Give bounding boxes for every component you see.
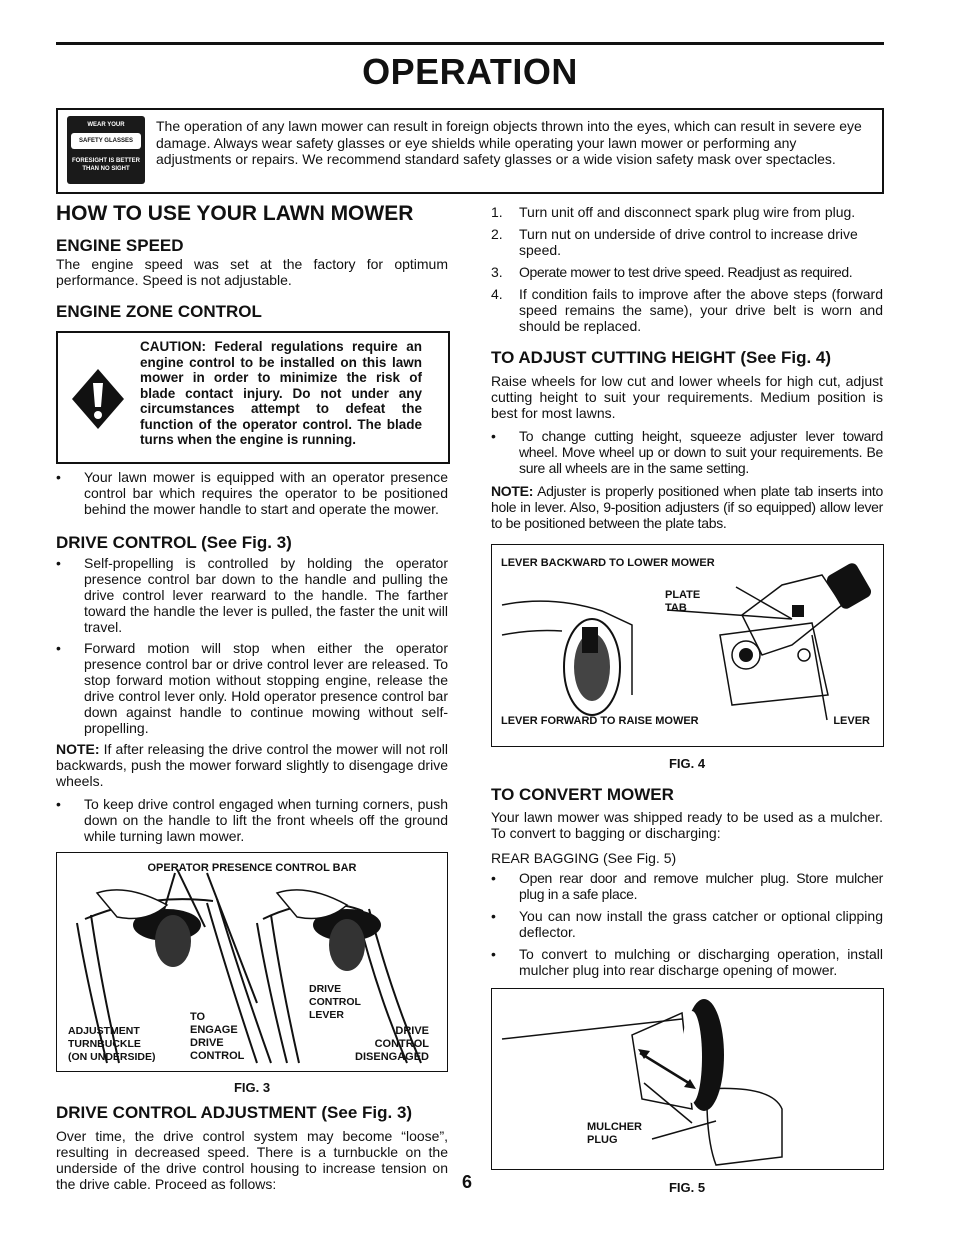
label-line: CONTROL (374, 1038, 429, 1050)
bullet-text: Open rear door and remove mulcher plug. Store mulcher plug in a safe place. (519, 870, 883, 902)
fig4-bottom-label: LEVER FORWARD TO RAISE MOWER (501, 715, 699, 727)
fig4-top-label: LEVER BACKWARD TO LOWER MOWER (501, 557, 715, 569)
mulcher-plug-label (587, 1121, 642, 1147)
page-number: 6 (462, 1172, 473, 1192)
label-line: CONTROL (190, 1050, 245, 1062)
figure-5 (491, 988, 884, 1170)
figure-4 (491, 544, 884, 747)
section-title: HOW TO USE YOUR LAWN MOWER (56, 202, 414, 225)
adjustment-text: Over time, the drive control system may become “loose”, resulting in decreased speed. There is a turnbuckle on the underside of the drive control housing to increase tension on the drive cable. Proceed as follows: (56, 1128, 448, 1192)
label-line: TO (190, 1011, 206, 1023)
label-line: (ON UNDERSIDE) (68, 1051, 156, 1063)
label-line: DRIVE (190, 1037, 224, 1049)
note-text: If after releasing the drive control the mower will not roll backwards, push the mower forward slightly to disengage drive wheels. (56, 741, 448, 789)
label-line: DRIVE (309, 983, 342, 995)
label-line: CONTROL (309, 996, 361, 1008)
step-number: 1. (491, 204, 503, 220)
drive-control-heading: DRIVE CONTROL (See Fig. 3) (56, 533, 292, 552)
header-rule (56, 42, 884, 45)
label-line: PLUG (587, 1134, 618, 1146)
step-number: 4. (491, 286, 503, 302)
disengaged-label (355, 1025, 429, 1064)
convert-text: Your lawn mower was shipped ready to be used as a mulcher. To convert to bagging or discharging: (491, 809, 883, 841)
label-line: MULCHER (587, 1121, 642, 1133)
engage-label (190, 1011, 244, 1063)
fig3-caption: FIG. 3 (233, 1080, 271, 1095)
badge-line: WEAR YOUR (87, 122, 125, 128)
adjustment-label (68, 1025, 156, 1064)
safety-notice (56, 108, 884, 194)
bullet-text: To keep drive control engaged when turning corners, push down on the handle to lift the front wheels off the ground while turning lawn mower. (84, 796, 448, 844)
safety-text: The operation of any lawn mower can result in foreign objects thrown into the eyes, which can result in severe eye damage. Always wear safety glasses or eye shields while operating your lawn mower or performing any adjustments or repairs. We recommend standard safety glasses or a wide vision safety mask over spectacles. (156, 118, 862, 167)
bullet-text: To change cutting height, squeeze adjuster lever toward wheel. Move wheel up or down to suit your requirements. Be sure all wheels are in the same setting. (519, 428, 883, 476)
label-line: ENGAGE (190, 1024, 238, 1036)
label-line: TURNBUCKLE (68, 1038, 141, 1050)
badge-line: FORESIGHT IS BETTER (71, 158, 140, 164)
label-line: TAB (665, 602, 687, 614)
note-label: NOTE: (491, 483, 534, 499)
step-text: Turn unit off and disconnect spark plug wire from plug. (519, 204, 856, 220)
engine-speed-text: The engine speed was set at the factory for optimum performance. Speed is not adjustable. (56, 256, 448, 288)
cutting-note (491, 483, 883, 531)
bullet-text: Self-propelling is controlled by holding the operator presence control bar down to the handle and pulling the drive control lever rearward to the handle. The farther toward the handle the lever is pulled, the faster the unit will travel. (84, 555, 448, 635)
bullet-text: Forward motion will stop when either the operator presence control bar or drive control lever are released. To stop forward motion without stopping engine, release the drive control lever only. Hold operator presence control bar down against handle to continue mowing without self-propelling. (84, 640, 448, 736)
label-line: ADJUSTMENT (68, 1025, 140, 1037)
label-line: DISENGAGED (355, 1051, 429, 1063)
warning-icon (70, 367, 126, 431)
bullet-text: You can now install the grass catcher or optional clipping deflector. (519, 908, 883, 940)
plate-tab-label (665, 589, 700, 615)
bullet-text: To convert to mulching or discharging operation, install mulcher plug into rear discharge opening of mower. (519, 946, 883, 978)
label-line: DRIVE (395, 1025, 429, 1037)
label-line: PLATE (665, 589, 701, 601)
convert-heading: TO CONVERT MOWER (491, 785, 674, 804)
mulcher-plug-illustration (492, 989, 883, 1169)
fig3-top-label: OPERATOR PRESENCE CONTROL BAR (147, 862, 357, 874)
drive-note (56, 741, 448, 789)
lever-label: LEVER (833, 715, 870, 727)
adjustment-heading: DRIVE CONTROL ADJUSTMENT (See Fig. 3) (56, 1103, 413, 1122)
badge-line: SAFETY GLASSES (79, 138, 133, 144)
page-title: OPERATION (362, 51, 578, 92)
drive-lever-label (309, 983, 361, 1022)
engine-zone-heading: ENGINE ZONE CONTROL (56, 302, 262, 321)
note-text: Adjuster is properly positioned when plate tab inserts into hole in lever. Also, 9-position adjusters (if so equipped) allow lever to be positioned between the plate tabs. (491, 483, 883, 531)
step-number: 2. (491, 226, 503, 242)
note-label: NOTE: (56, 741, 100, 757)
figure-3 (56, 852, 448, 1072)
label-line: LEVER (309, 1009, 345, 1021)
engine-speed-heading: ENGINE SPEED (56, 236, 184, 255)
step-text: Turn nut on underside of drive control to increase drive speed. (519, 226, 858, 258)
caution-box (56, 331, 450, 464)
step-text: If condition fails to improve after the above steps (forward speed remains the same), your drive belt is worn and should be replaced. (519, 286, 883, 334)
step-text: Operate mower to test drive speed. Readjust as required. (519, 264, 853, 280)
fig4-caption: FIG. 4 (668, 756, 706, 771)
safety-glasses-icon (67, 116, 145, 184)
badge-line: THAN NO SIGHT (82, 166, 130, 172)
fig5-caption: FIG. 5 (668, 1180, 706, 1195)
step-number: 3. (491, 264, 503, 280)
bullet-text: Your lawn mower is equipped with an operator presence control bar which requires the operator to be positioned behind the mower handle to start and operate the mower. (84, 469, 448, 517)
caution-text: CAUTION: Federal regulations require an engine control to be installed on this lawn mower in order to minimize the risk of blade contact injury. Do not under any circumstances attempt to defeat the function of the operator control. The blade turns when the engine is running. (140, 339, 422, 447)
rear-bagging-label: REAR BAGGING (See Fig. 5) (491, 850, 677, 866)
cutting-heading: TO ADJUST CUTTING HEIGHT (See Fig. 4) (491, 348, 832, 367)
cutting-text: Raise wheels for low cut and lower wheels for high cut, adjust cutting height to suit your requirements. Medium position is best for most lawns. (491, 373, 883, 421)
